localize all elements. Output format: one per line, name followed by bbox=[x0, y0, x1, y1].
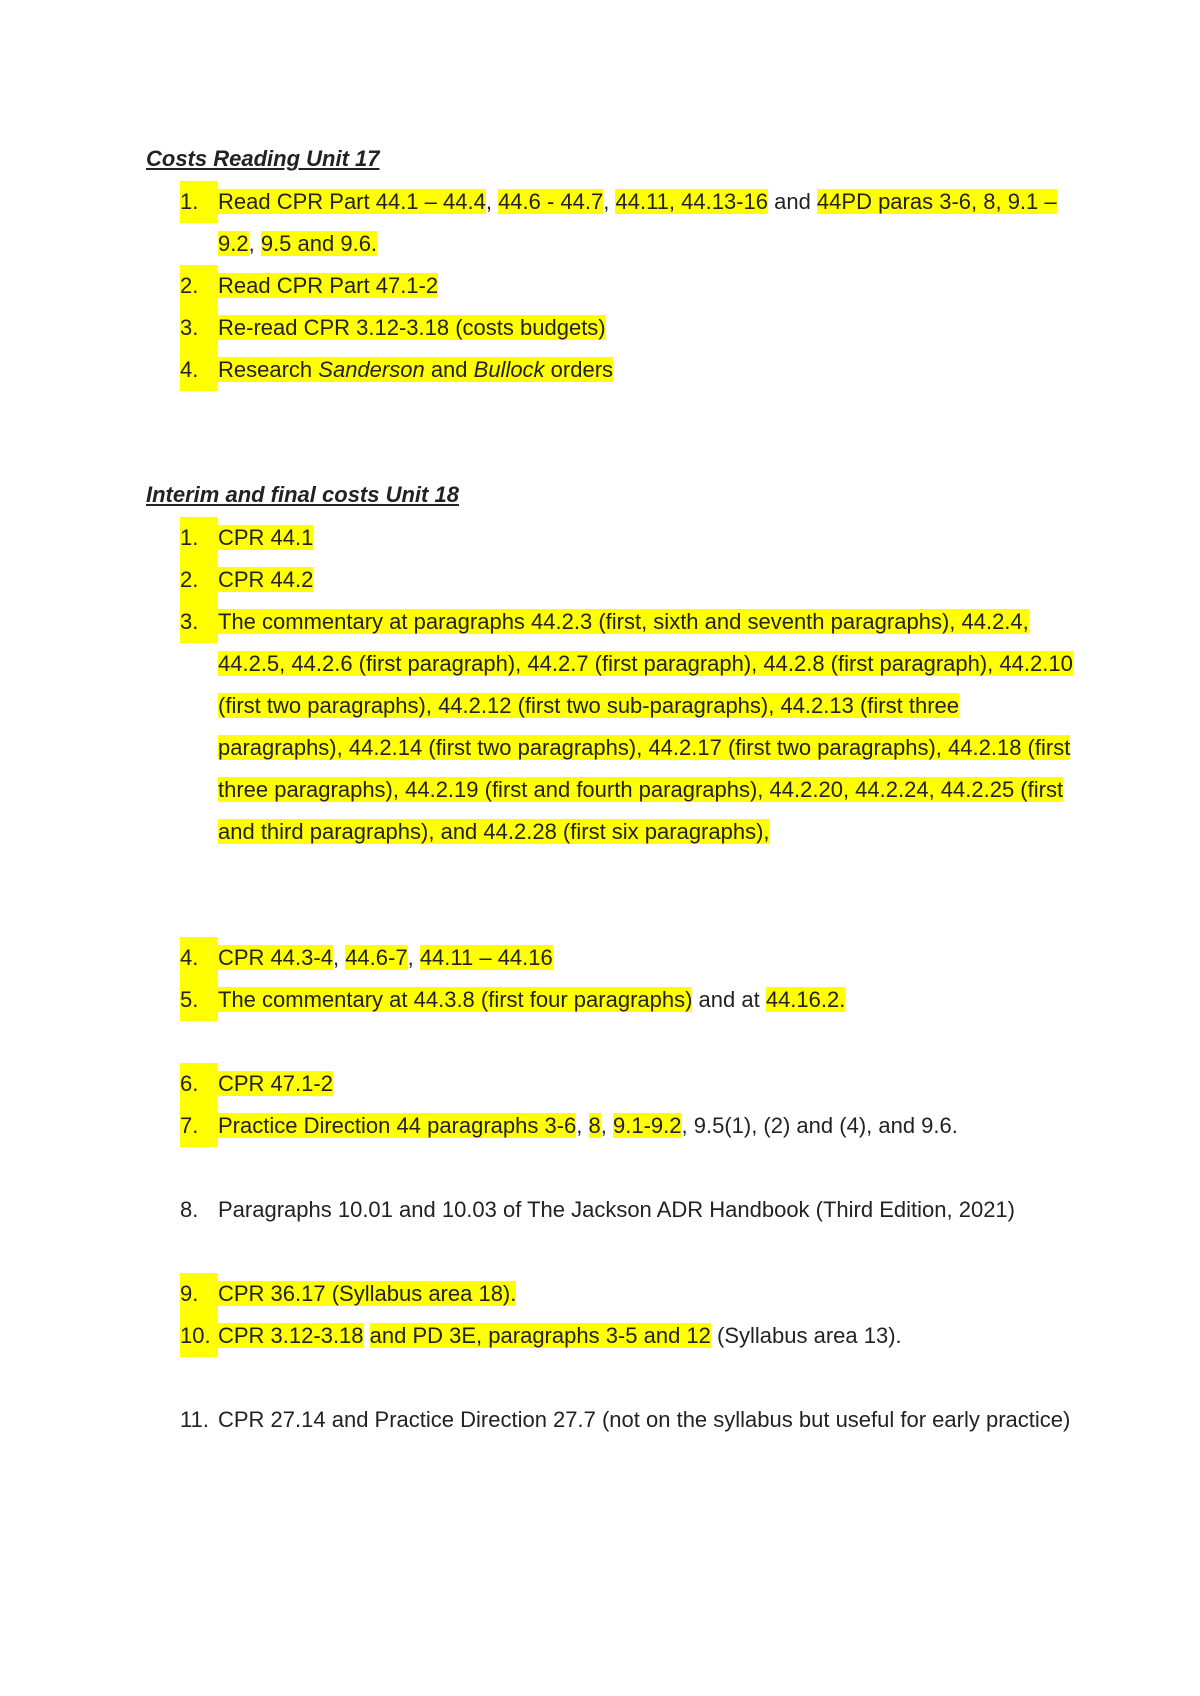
list-number: 8. bbox=[180, 1197, 199, 1222]
list-item bbox=[180, 349, 1080, 391]
list-text: CPR 44.2 bbox=[218, 567, 314, 592]
list-item bbox=[180, 1399, 1080, 1441]
list-item bbox=[180, 181, 1080, 265]
list-text: The commentary at 44.3.8 (first four paragraphs) and at 44.16.2. bbox=[218, 987, 846, 1012]
list-item bbox=[180, 601, 1080, 853]
list-number: 10. bbox=[180, 1315, 218, 1357]
section-heading-unit-18: Interim and final costs Unit 18 bbox=[146, 482, 459, 507]
list-item bbox=[180, 559, 1080, 601]
list-number: 7. bbox=[180, 1105, 218, 1147]
list-number: 1. bbox=[180, 517, 218, 559]
list-item bbox=[180, 1189, 1080, 1231]
list-text: CPR 27.14 and Practice Direction 27.7 (not on the syllabus but useful for early practice) bbox=[218, 1407, 1071, 1432]
section-heading-unit-17: Costs Reading Unit 17 bbox=[146, 146, 380, 171]
list-text: CPR 47.1-2 bbox=[218, 1071, 333, 1096]
list-number: 9. bbox=[180, 1273, 218, 1315]
list-text: CPR 44.1 bbox=[218, 525, 314, 550]
list-number: 5. bbox=[180, 979, 218, 1021]
list-item bbox=[180, 517, 1080, 559]
list-text: CPR 36.17 (Syllabus area 18). bbox=[218, 1281, 517, 1306]
list-number: 11. bbox=[180, 1407, 209, 1432]
list-item bbox=[180, 265, 1080, 307]
list-item bbox=[180, 1273, 1080, 1315]
list-number: 4. bbox=[180, 937, 218, 979]
list-number: 3. bbox=[180, 307, 218, 349]
list-text: Research Sanderson and Bullock orders bbox=[218, 357, 614, 382]
list-number: 6. bbox=[180, 1063, 218, 1105]
list-text: CPR 3.12-3.18 and PD 3E, paragraphs 3-5 and 12 (Syllabus area 13). bbox=[218, 1323, 902, 1348]
list-item bbox=[180, 1063, 1080, 1105]
list-text: Practice Direction 44 paragraphs 3-6, 8, 9.1-9.2, 9.5(1), (2) and (4), and 9.6. bbox=[218, 1113, 958, 1138]
list-item bbox=[180, 307, 1080, 349]
list-number: 2. bbox=[180, 265, 218, 307]
list-text: Read CPR Part 47.1-2 bbox=[218, 273, 439, 298]
list-item bbox=[180, 979, 1080, 1021]
list-item bbox=[180, 1315, 1080, 1357]
list-number: 4. bbox=[180, 349, 218, 391]
list-number: 1. bbox=[180, 181, 218, 223]
list-text: CPR 44.3-4, 44.6-7, 44.11 – 44.16 bbox=[218, 945, 553, 970]
list-item bbox=[180, 1105, 1080, 1147]
list-text: The commentary at paragraphs 44.2.3 (first, sixth and seventh paragraphs), 44.2.4, 44.2.5, 44.2.6 (first paragraph), 44.2.7 (first paragraph), 44.2.8 (first paragraph), 44.2.10 (first two paragraphs), 44.2.12 (first two sub-paragraphs), 44.2.13 (first three paragraphs), 44.2.14 (first two paragraphs), 44.2.17 (first two paragraphs), 44.2.18 (first three paragraphs), 44.2.19 (first and fourth paragraphs), 44.2.20, 44.2.24, 44.2.25 (first and third paragraphs), and 44.2.28 (first six paragraphs), bbox=[218, 609, 1073, 844]
list-text: Re-read CPR 3.12-3.18 (costs budgets) bbox=[218, 315, 606, 340]
list-item bbox=[180, 937, 1080, 979]
list-text: Read CPR Part 44.1 – 44.4, 44.6 - 44.7, 44.11, 44.13-16 and 44PD paras 3-6, 8, 9.1 – 9.2, 9.5 and 9.6. bbox=[218, 189, 1057, 256]
list-number: 3. bbox=[180, 601, 218, 643]
list-number: 2. bbox=[180, 559, 218, 601]
list-text: Paragraphs 10.01 and 10.03 of The Jackson ADR Handbook (Third Edition, 2021) bbox=[218, 1197, 1015, 1222]
